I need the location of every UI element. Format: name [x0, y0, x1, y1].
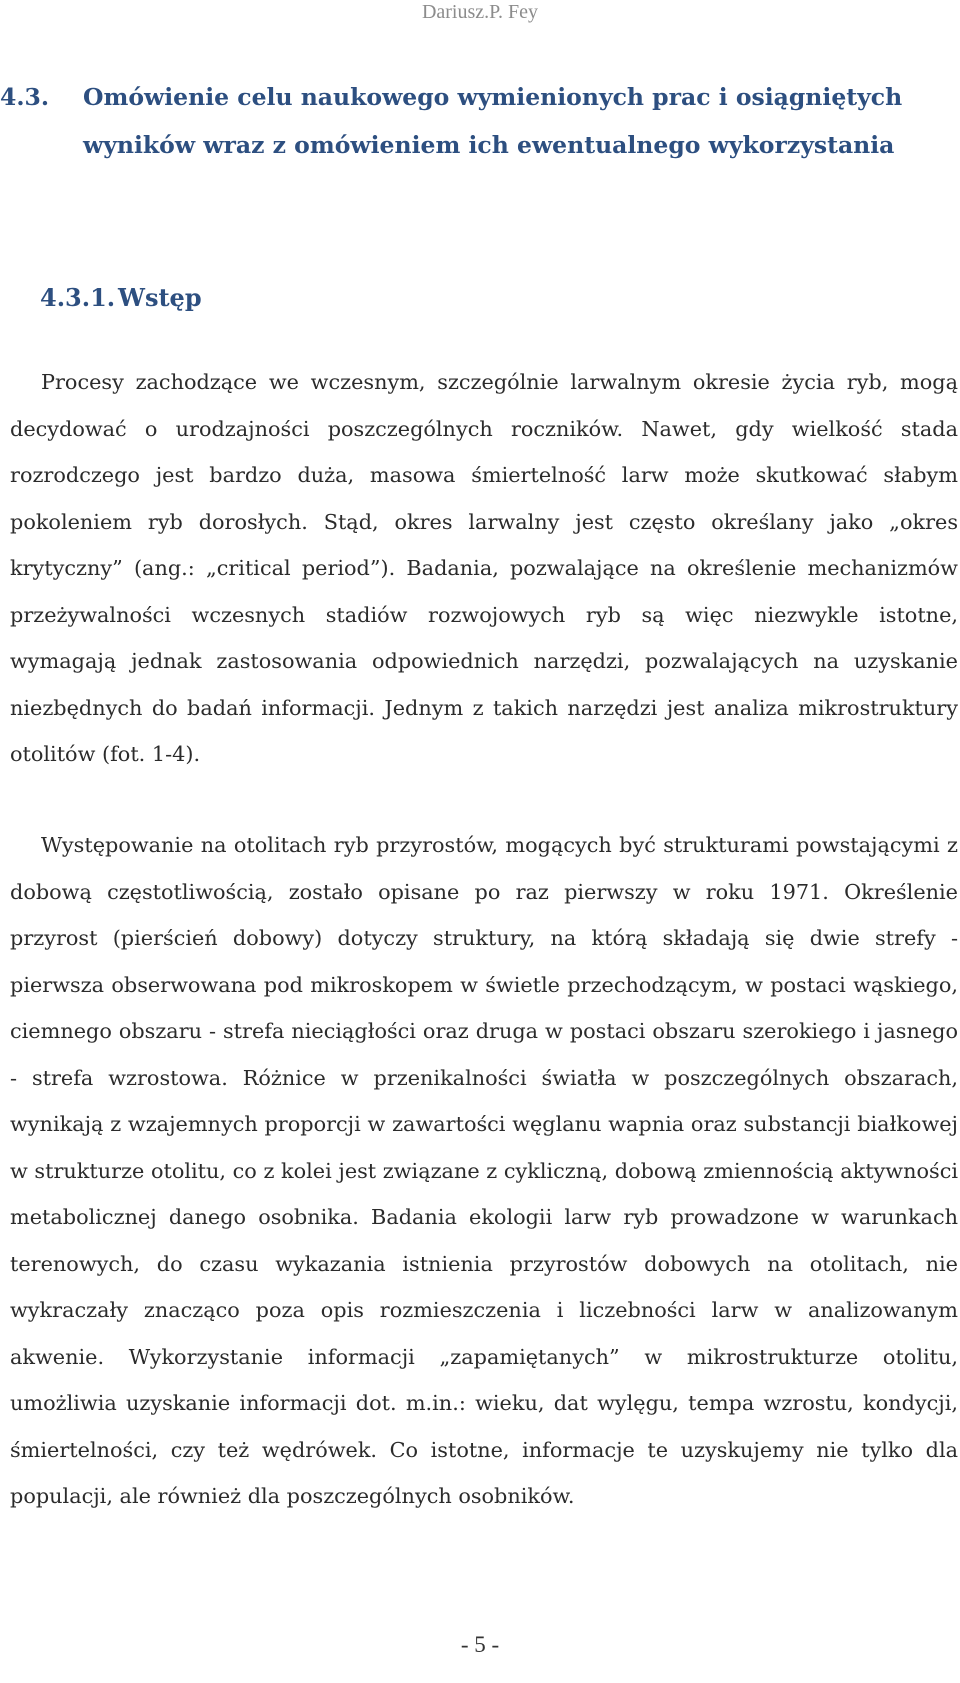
paragraph-otoliths: Występowanie na otolitach ryb przyrostów, mogących być strukturami powstającymi z dobową częstotliwością, zostało opisane po raz pierwszy w roku 1971. Określenie przyrost (pierścień dobowy) dotyczy struktury, na którą składają się dwie strefy - pierwsza obserwowana pod mikroskopem w świetle przechodzącym, w postaci wąskiego, ciemnego obszaru - strefa nieciągłości oraz druga w postaci obszaru szerokiego i jasnego - strefa wzrostowa. Różnice w przenikalności światła w poszczególnych obszarach, wynikają z wzajemnych proporcji w zawartości węglanu wapnia oraz substancji białkowej w strukturze otolitu, co z kolei jest związane z cykliczną, dobową zmiennością aktywności metabolicznej danego osobnika. Badania ekologii larw ryb prowadzone w warunkach terenowych, do czasu wykazania istnienia przyrostów dobowych na otolitach, nie wykraczały znacząco poza opis rozmieszczenia i liczebności larw w analizowanym akwenie. Wykorzystanie informacji „zapamiętanych” w mikrostrukturze otolitu, umożliwia uzyskanie informacji dot. m.in.: wieku, dat wylęgu, tempa wzrostu, kondycji, śmiertelności, czy też wędrówek. Co istotne, informacje te uzyskujemy nie tylko dla populacji, ale również dla poszczególnych osobników. [10, 833, 958, 1508]
page-number: - 5 - [460, 1632, 500, 1657]
subsection-number: 4.3.1. [40, 283, 116, 312]
paragraph-intro: Procesy zachodzące we wczesnym, szczególnie larwalnym okresie życia ryb, mogą decydować o urodzajności poszczególnych roczników. Nawet, gdy wielkość stada rozrodczego jest bardzo duża, masowa śmiertelność larw może skutkować słabym pokoleniem ryb dorosłych. Stąd, okres larwalny jest często określany jako „okres krytyczny” (ang.: „critical period”). Badania, pozwalające na określenie mechanizmów przeżywalności wczesnych stadiów rozwojowych ryb są więc niezwykle istotne, wymagają jednak zastosowania odpowiednich narzędzi, pozwalających na uzyskanie niezbędnych do badań informacji. Jednym z takich narzędzi jest analiza mikrostruktury otolitów (fot. 1-4). [10, 370, 958, 766]
subsection-heading [40, 280, 202, 316]
section-number: 4.3. [0, 83, 50, 111]
subsection-title: Wstęp [118, 283, 202, 312]
section-title: Omówienie celu naukowego wymienionych prac i osiągniętych wyników wraz z omówieniem ich ewentualnego wykorzystania [83, 83, 903, 159]
page-header-author: Dariusz.P. Fey [421, 1, 539, 23]
section-heading [0, 73, 940, 169]
